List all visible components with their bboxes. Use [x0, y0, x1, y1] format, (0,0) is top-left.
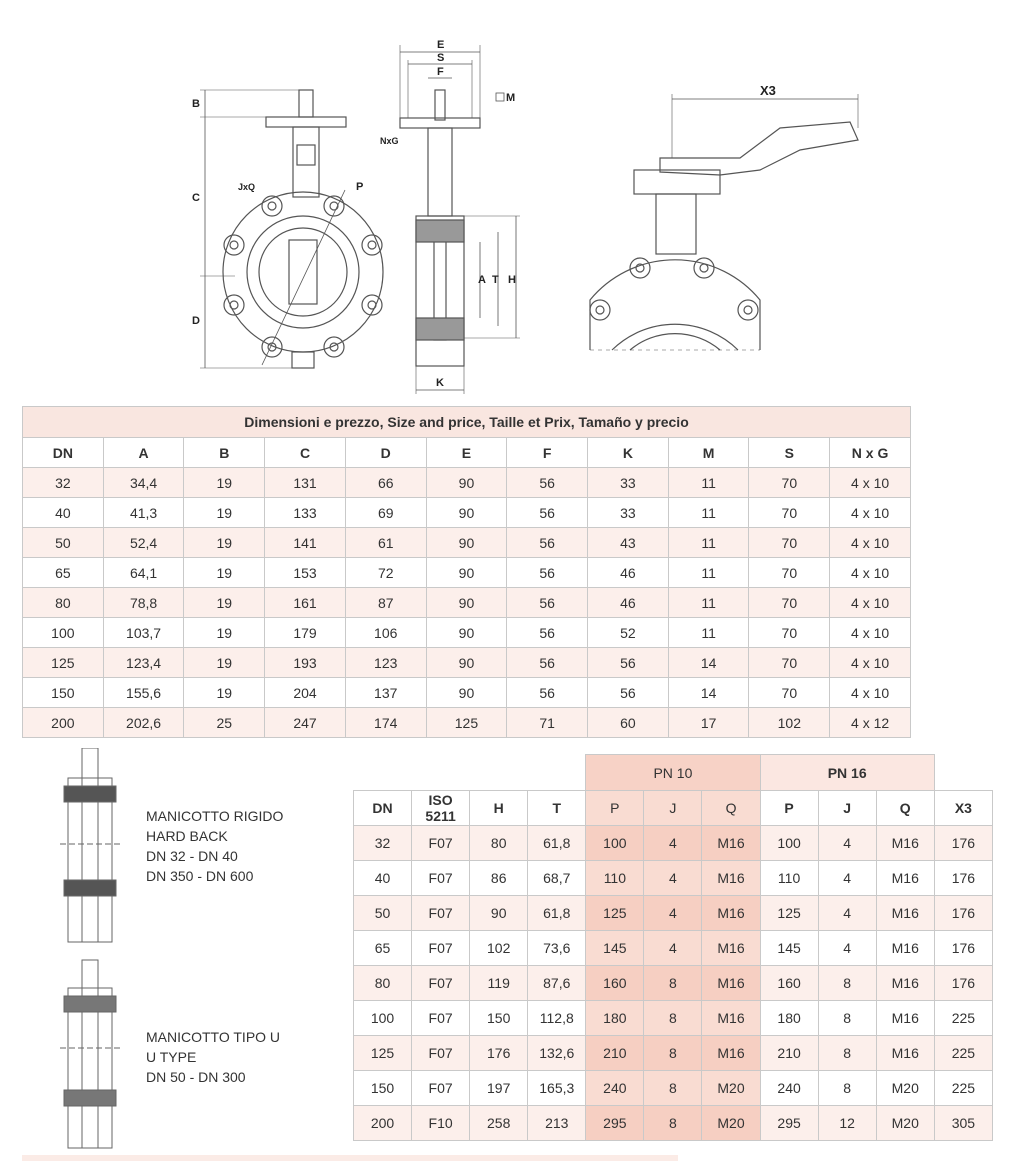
- table-cell: 19: [184, 588, 265, 618]
- table-cell: 70: [749, 558, 830, 588]
- table-cell: F07: [412, 1036, 470, 1071]
- table-row: [354, 1106, 993, 1141]
- table-row: [354, 966, 993, 1001]
- column-header: DN: [23, 438, 104, 468]
- dim-label-b: B: [192, 98, 200, 110]
- table-cell: 19: [184, 648, 265, 678]
- table-row: [354, 826, 993, 861]
- table-cell: 56: [588, 648, 669, 678]
- table-cell: 14: [668, 648, 749, 678]
- table-cell: 132,6: [528, 1036, 586, 1071]
- table-cell: 61,8: [528, 896, 586, 931]
- column-header: K: [588, 438, 669, 468]
- table-cell: 4: [818, 826, 876, 861]
- column-header: Q: [702, 791, 760, 826]
- column-header: E: [426, 438, 507, 468]
- table-cell: 4: [644, 931, 702, 966]
- table-cell: 11: [668, 618, 749, 648]
- table-cell: 240: [586, 1071, 644, 1106]
- column-header: J: [644, 791, 702, 826]
- table-cell: 176: [934, 861, 992, 896]
- table-cell: M16: [876, 861, 934, 896]
- table-row: [23, 648, 911, 678]
- table-cell: 33: [588, 498, 669, 528]
- technical-drawing: [0, 0, 1029, 400]
- table-cell: 90: [426, 528, 507, 558]
- table-cell: 8: [818, 966, 876, 1001]
- table-cell: 70: [749, 468, 830, 498]
- table-cell: 41,3: [103, 498, 184, 528]
- table-cell: 33: [588, 468, 669, 498]
- table-cell: M20: [702, 1071, 760, 1106]
- column-header: DN: [354, 791, 412, 826]
- dim-label-t: T: [492, 274, 499, 286]
- table-cell: 65: [23, 558, 104, 588]
- table-cell: 125: [23, 648, 104, 678]
- bottom-strip: [22, 1155, 678, 1161]
- table-cell: 72: [345, 558, 426, 588]
- table-cell: 8: [644, 966, 702, 1001]
- table-cell: 46: [588, 558, 669, 588]
- front-view-drawing: [200, 90, 383, 368]
- table-cell: 70: [749, 528, 830, 558]
- table-cell: 11: [668, 588, 749, 618]
- table-cell: 176: [934, 826, 992, 861]
- table-cell: 4: [818, 931, 876, 966]
- table-cell: 71: [507, 708, 588, 738]
- table-cell: 165,3: [528, 1071, 586, 1106]
- table-cell: 56: [507, 498, 588, 528]
- table-cell: 14: [668, 678, 749, 708]
- table-cell: 56: [588, 678, 669, 708]
- table-cell: 90: [426, 648, 507, 678]
- table-cell: 90: [470, 896, 528, 931]
- table-cell: 295: [586, 1106, 644, 1141]
- table-cell: 70: [749, 498, 830, 528]
- dimensions-table: [22, 406, 911, 738]
- table-cell: 78,8: [103, 588, 184, 618]
- table-cell: M20: [702, 1106, 760, 1141]
- table-cell: 8: [644, 1071, 702, 1106]
- table-cell: 87: [345, 588, 426, 618]
- table-cell: 73,6: [528, 931, 586, 966]
- table-cell: 90: [426, 618, 507, 648]
- table-cell: 46: [588, 588, 669, 618]
- table-cell: 32: [354, 826, 412, 861]
- dim-label-c: C: [192, 192, 200, 204]
- table-cell: 145: [760, 931, 818, 966]
- pn-table-header-row: [354, 791, 993, 826]
- dim-label-h: H: [508, 274, 516, 286]
- table-cell: 90: [426, 678, 507, 708]
- column-header: H: [470, 791, 528, 826]
- table-cell: 90: [426, 468, 507, 498]
- column-header: J: [818, 791, 876, 826]
- table-cell: 4 x 10: [830, 648, 911, 678]
- table-cell: M16: [702, 1001, 760, 1036]
- table-cell: 202,6: [103, 708, 184, 738]
- table-cell: 70: [749, 618, 830, 648]
- column-header: S: [749, 438, 830, 468]
- hard-back-label: MANICOTTO RIGIDO HARD BACK DN 32 - DN 40 DN 350 - DN 600: [146, 808, 284, 884]
- table-cell: 43: [588, 528, 669, 558]
- table-cell: 150: [23, 678, 104, 708]
- table-cell: 70: [749, 588, 830, 618]
- table-header-row: [23, 438, 911, 468]
- table-cell: 110: [760, 861, 818, 896]
- table-cell: 19: [184, 618, 265, 648]
- table-cell: 87,6: [528, 966, 586, 1001]
- table-cell: 176: [934, 931, 992, 966]
- table-cell: 161: [265, 588, 346, 618]
- table-cell: 150: [470, 1001, 528, 1036]
- table-cell: 112,8: [528, 1001, 586, 1036]
- table-row: [23, 558, 911, 588]
- column-header: T: [528, 791, 586, 826]
- table-cell: F07: [412, 966, 470, 1001]
- table-cell: 11: [668, 498, 749, 528]
- table-cell: M16: [876, 896, 934, 931]
- table-cell: 66: [345, 468, 426, 498]
- hard-back-sleeve-drawing: [60, 748, 120, 942]
- dim-label-a: A: [478, 274, 486, 286]
- table-cell: 305: [934, 1106, 992, 1141]
- side-view-drawing: [400, 45, 520, 394]
- table-cell: 176: [934, 966, 992, 1001]
- table-cell: 4: [644, 826, 702, 861]
- table-cell: 155,6: [103, 678, 184, 708]
- dim-label-s: S: [437, 52, 445, 64]
- dim-label-e: E: [437, 39, 445, 51]
- sleeve-drawings: [50, 748, 130, 1152]
- table-cell: M16: [702, 896, 760, 931]
- u-type-label: MANICOTTO TIPO U U TYPE DN 50 - DN 300: [146, 1029, 281, 1085]
- table-cell: 103,7: [103, 618, 184, 648]
- column-header: M: [668, 438, 749, 468]
- table-cell: 225: [934, 1036, 992, 1071]
- dim-label-p: P: [356, 181, 364, 193]
- table-cell: 56: [507, 468, 588, 498]
- table-cell: 80: [354, 966, 412, 1001]
- dim-label-k: K: [436, 377, 444, 389]
- table-row: [354, 861, 993, 896]
- table-cell: 50: [354, 896, 412, 931]
- table-cell: 60: [588, 708, 669, 738]
- u-type-sleeve-drawing: [60, 960, 120, 1148]
- table-cell: M20: [876, 1071, 934, 1106]
- table-cell: 34,4: [103, 468, 184, 498]
- table-cell: 52: [588, 618, 669, 648]
- table-cell: 125: [586, 896, 644, 931]
- table-cell: F07: [412, 1071, 470, 1106]
- table-cell: 200: [354, 1106, 412, 1141]
- table-cell: 68,7: [528, 861, 586, 896]
- column-header: X3: [934, 791, 992, 826]
- table-cell: 40: [23, 498, 104, 528]
- table-row: [23, 618, 911, 648]
- table-cell: 4 x 10: [830, 468, 911, 498]
- table-cell: 210: [586, 1036, 644, 1071]
- table-cell: 86: [470, 861, 528, 896]
- table-cell: 80: [470, 826, 528, 861]
- table-cell: 17: [668, 708, 749, 738]
- dim-label-x3: X3: [760, 83, 776, 98]
- table-cell: 131: [265, 468, 346, 498]
- column-header: P: [586, 791, 644, 826]
- table-cell: 100: [354, 1001, 412, 1036]
- table-cell: 125: [354, 1036, 412, 1071]
- pn-group-header-row: [354, 755, 993, 791]
- pn10-header: PN 10: [586, 755, 760, 791]
- table-cell: 61: [345, 528, 426, 558]
- table-row: [23, 708, 911, 738]
- table-cell: 100: [23, 618, 104, 648]
- table-cell: 90: [426, 558, 507, 588]
- table-cell: 8: [644, 1036, 702, 1071]
- table-cell: 25: [184, 708, 265, 738]
- table-cell: 8: [818, 1071, 876, 1106]
- table-cell: 19: [184, 498, 265, 528]
- column-header: C: [265, 438, 346, 468]
- table-cell: 4: [644, 896, 702, 931]
- table-cell: 56: [507, 678, 588, 708]
- table-cell: 4 x 10: [830, 618, 911, 648]
- dim-label-jxq: JxQ: [238, 182, 256, 192]
- table-cell: M16: [702, 931, 760, 966]
- table-cell: 11: [668, 558, 749, 588]
- table-cell: M16: [702, 1036, 760, 1071]
- table-cell: 19: [184, 678, 265, 708]
- table-cell: 176: [470, 1036, 528, 1071]
- table-cell: 295: [760, 1106, 818, 1141]
- table-cell: 8: [644, 1001, 702, 1036]
- table-cell: 8: [644, 1106, 702, 1141]
- table-cell: 64,1: [103, 558, 184, 588]
- column-header: N x G: [830, 438, 911, 468]
- table-cell: 56: [507, 588, 588, 618]
- table-cell: 12: [818, 1106, 876, 1141]
- table-row: [354, 896, 993, 931]
- table-cell: 52,4: [103, 528, 184, 558]
- column-header: D: [345, 438, 426, 468]
- table-cell: 180: [760, 1001, 818, 1036]
- table-cell: 110: [586, 861, 644, 896]
- handle-view-drawing: [590, 94, 858, 350]
- table-cell: 4 x 10: [830, 588, 911, 618]
- table-cell: 90: [426, 498, 507, 528]
- column-header: B: [184, 438, 265, 468]
- table-cell: M16: [876, 1036, 934, 1071]
- table-row: [23, 498, 911, 528]
- table-cell: 8: [818, 1036, 876, 1071]
- table-cell: 102: [470, 931, 528, 966]
- table-cell: 123: [345, 648, 426, 678]
- table-cell: 19: [184, 528, 265, 558]
- dim-label-m: M: [506, 92, 516, 104]
- table-cell: 50: [23, 528, 104, 558]
- table-cell: 32: [23, 468, 104, 498]
- table-cell: 19: [184, 468, 265, 498]
- table-cell: 240: [760, 1071, 818, 1106]
- table-cell: 11: [668, 528, 749, 558]
- table-cell: 56: [507, 618, 588, 648]
- table-cell: F07: [412, 861, 470, 896]
- table-cell: 225: [934, 1001, 992, 1036]
- column-header: Q: [876, 791, 934, 826]
- table-cell: F07: [412, 896, 470, 931]
- table-cell: F07: [412, 931, 470, 966]
- table-cell: 70: [749, 648, 830, 678]
- table-cell: 4: [818, 896, 876, 931]
- table-cell: 179: [265, 618, 346, 648]
- table-cell: 65: [354, 931, 412, 966]
- table-cell: 8: [818, 1001, 876, 1036]
- table-cell: 145: [586, 931, 644, 966]
- table-cell: 176: [934, 896, 992, 931]
- table-cell: M16: [876, 826, 934, 861]
- table-cell: 160: [586, 966, 644, 1001]
- table-cell: 150: [354, 1071, 412, 1106]
- table-cell: 61,8: [528, 826, 586, 861]
- table-cell: 119: [470, 966, 528, 1001]
- table-cell: 225: [934, 1071, 992, 1106]
- column-header: P: [760, 791, 818, 826]
- table-cell: 153: [265, 558, 346, 588]
- table-cell: 40: [354, 861, 412, 896]
- table-cell: 19: [184, 558, 265, 588]
- table-cell: 4 x 12: [830, 708, 911, 738]
- table-cell: 4 x 10: [830, 558, 911, 588]
- table-row: [23, 528, 911, 558]
- table-row: [354, 931, 993, 966]
- table-cell: M16: [876, 966, 934, 1001]
- table-row: [23, 468, 911, 498]
- table-cell: 197: [470, 1071, 528, 1106]
- dim-label-d: D: [192, 315, 200, 327]
- table-cell: M16: [702, 861, 760, 896]
- table-cell: 4: [644, 861, 702, 896]
- table-cell: 100: [586, 826, 644, 861]
- table-cell: 4 x 10: [830, 528, 911, 558]
- pn16-header: PN 16: [760, 755, 934, 791]
- table-cell: 210: [760, 1036, 818, 1071]
- column-header: ISO 5211: [412, 791, 470, 826]
- table-cell: F07: [412, 826, 470, 861]
- table-cell: 180: [586, 1001, 644, 1036]
- table-cell: M16: [702, 826, 760, 861]
- table-row: [23, 678, 911, 708]
- table-cell: 4: [818, 861, 876, 896]
- table-cell: M20: [876, 1106, 934, 1141]
- table-cell: 11: [668, 468, 749, 498]
- table-caption: Dimensioni e prezzo, Size and price, Taille et Prix, Tamaño y precio: [23, 407, 911, 438]
- dim-label-f: F: [437, 66, 444, 78]
- column-header: F: [507, 438, 588, 468]
- table-cell: 69: [345, 498, 426, 528]
- table-row: [23, 588, 911, 618]
- table-cell: 100: [760, 826, 818, 861]
- table-cell: 4 x 10: [830, 498, 911, 528]
- table-cell: 247: [265, 708, 346, 738]
- table-cell: 102: [749, 708, 830, 738]
- table-row: [354, 1036, 993, 1071]
- table-cell: M16: [876, 931, 934, 966]
- table-cell: 204: [265, 678, 346, 708]
- table-cell: 106: [345, 618, 426, 648]
- table-cell: M16: [702, 966, 760, 1001]
- table-cell: F10: [412, 1106, 470, 1141]
- table-row: [354, 1071, 993, 1106]
- table-cell: 125: [760, 896, 818, 931]
- table-cell: 174: [345, 708, 426, 738]
- pn-table: [353, 754, 993, 1141]
- table-cell: 213: [528, 1106, 586, 1141]
- column-header: A: [103, 438, 184, 468]
- table-cell: 56: [507, 528, 588, 558]
- table-cell: M16: [876, 1001, 934, 1036]
- table-cell: 123,4: [103, 648, 184, 678]
- table-cell: 133: [265, 498, 346, 528]
- table-cell: F07: [412, 1001, 470, 1036]
- table-cell: 141: [265, 528, 346, 558]
- table-cell: 56: [507, 558, 588, 588]
- table-row: [354, 1001, 993, 1036]
- table-cell: 137: [345, 678, 426, 708]
- dim-label-nxg: NxG: [380, 136, 399, 146]
- table-cell: 125: [426, 708, 507, 738]
- table-cell: 70: [749, 678, 830, 708]
- table-cell: 56: [507, 648, 588, 678]
- table-cell: 160: [760, 966, 818, 1001]
- table-cell: 80: [23, 588, 104, 618]
- table-cell: 193: [265, 648, 346, 678]
- table-cell: 258: [470, 1106, 528, 1141]
- table-cell: 200: [23, 708, 104, 738]
- table-cell: 4 x 10: [830, 678, 911, 708]
- table-cell: 90: [426, 588, 507, 618]
